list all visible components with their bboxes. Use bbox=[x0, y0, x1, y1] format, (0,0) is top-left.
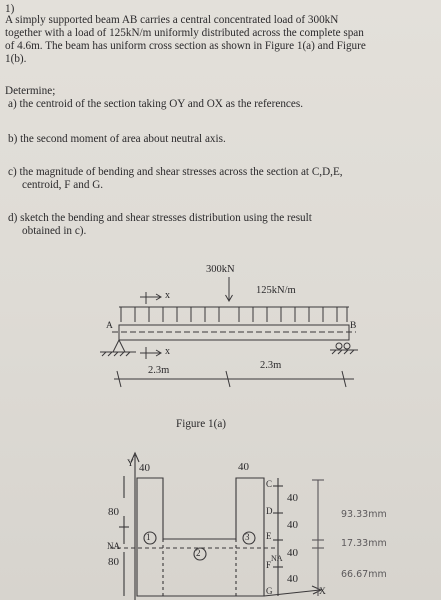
handwritten-value-3: 66.67mm bbox=[341, 569, 387, 580]
task-d-line-1: d) sketch the bending and shear stresses distribution using the result bbox=[8, 212, 312, 224]
depth-label-4: 40 bbox=[287, 573, 298, 585]
task-d-line-2: obtained in c). bbox=[22, 225, 87, 237]
depth-label-3: 40 bbox=[287, 547, 298, 559]
height-upper-label: 80 bbox=[108, 506, 119, 518]
x-axis-label: X bbox=[319, 587, 326, 597]
problem-number: 1) bbox=[5, 3, 15, 15]
neutral-axis-label-right: NA bbox=[271, 554, 283, 563]
point-f: F bbox=[266, 560, 272, 570]
statement-line-2: together with a load of 125kN/m uniformly distributed across the complete span bbox=[5, 27, 364, 39]
handwritten-value-1: 93.33mm bbox=[341, 509, 387, 520]
part-label-1: 1 bbox=[146, 532, 151, 542]
point-c: C bbox=[266, 479, 273, 489]
point-g: G bbox=[266, 586, 273, 596]
point-load-label: 300kN bbox=[206, 264, 235, 275]
point-e: E bbox=[266, 531, 272, 541]
figure-1a-caption: Figure 1(a) bbox=[176, 418, 227, 430]
udl-label: 125kN/m bbox=[256, 285, 296, 296]
statement-line-3: of 4.6m. The beam has uniform cross section as shown in Figure 1(a) and Figure bbox=[5, 40, 366, 52]
section-marker-label-bottom: x bbox=[165, 346, 170, 357]
statement-line-1: A simply supported beam AB carries a central concentrated load of 300kN bbox=[5, 14, 339, 26]
neutral-axis-label: NA bbox=[107, 541, 120, 551]
support-a-label: A bbox=[106, 321, 113, 331]
part-label-2: 2 bbox=[196, 548, 201, 558]
span-right-label: 2.3m bbox=[260, 360, 282, 371]
width-left-label: 40 bbox=[139, 462, 150, 474]
point-d: D bbox=[266, 506, 273, 516]
section-marker-label-top: x bbox=[165, 290, 170, 301]
depth-label-1: 40 bbox=[287, 492, 298, 504]
y-axis-label: Y bbox=[127, 459, 134, 469]
handwritten-value-2: 17.33mm bbox=[341, 538, 387, 549]
task-c-line-2: centroid, F and G. bbox=[22, 179, 104, 191]
task-a: a) the centroid of the section taking OY and OX as the references. bbox=[8, 98, 304, 110]
statement-line-4: 1(b). bbox=[5, 53, 27, 65]
height-lower-label: 80 bbox=[108, 556, 119, 568]
support-b-label: B bbox=[350, 321, 357, 331]
task-c-line-1: c) the magnitude of bending and shear stresses across the section at C,D,E, bbox=[8, 166, 343, 178]
width-right-label: 40 bbox=[238, 461, 249, 473]
part-label-3: 3 bbox=[245, 532, 250, 542]
task-b: b) the second moment of area about neutral axis. bbox=[8, 133, 226, 145]
depth-label-2: 40 bbox=[287, 519, 298, 531]
span-left-label: 2.3m bbox=[148, 365, 170, 376]
tasks-heading: Determine; bbox=[5, 85, 56, 97]
